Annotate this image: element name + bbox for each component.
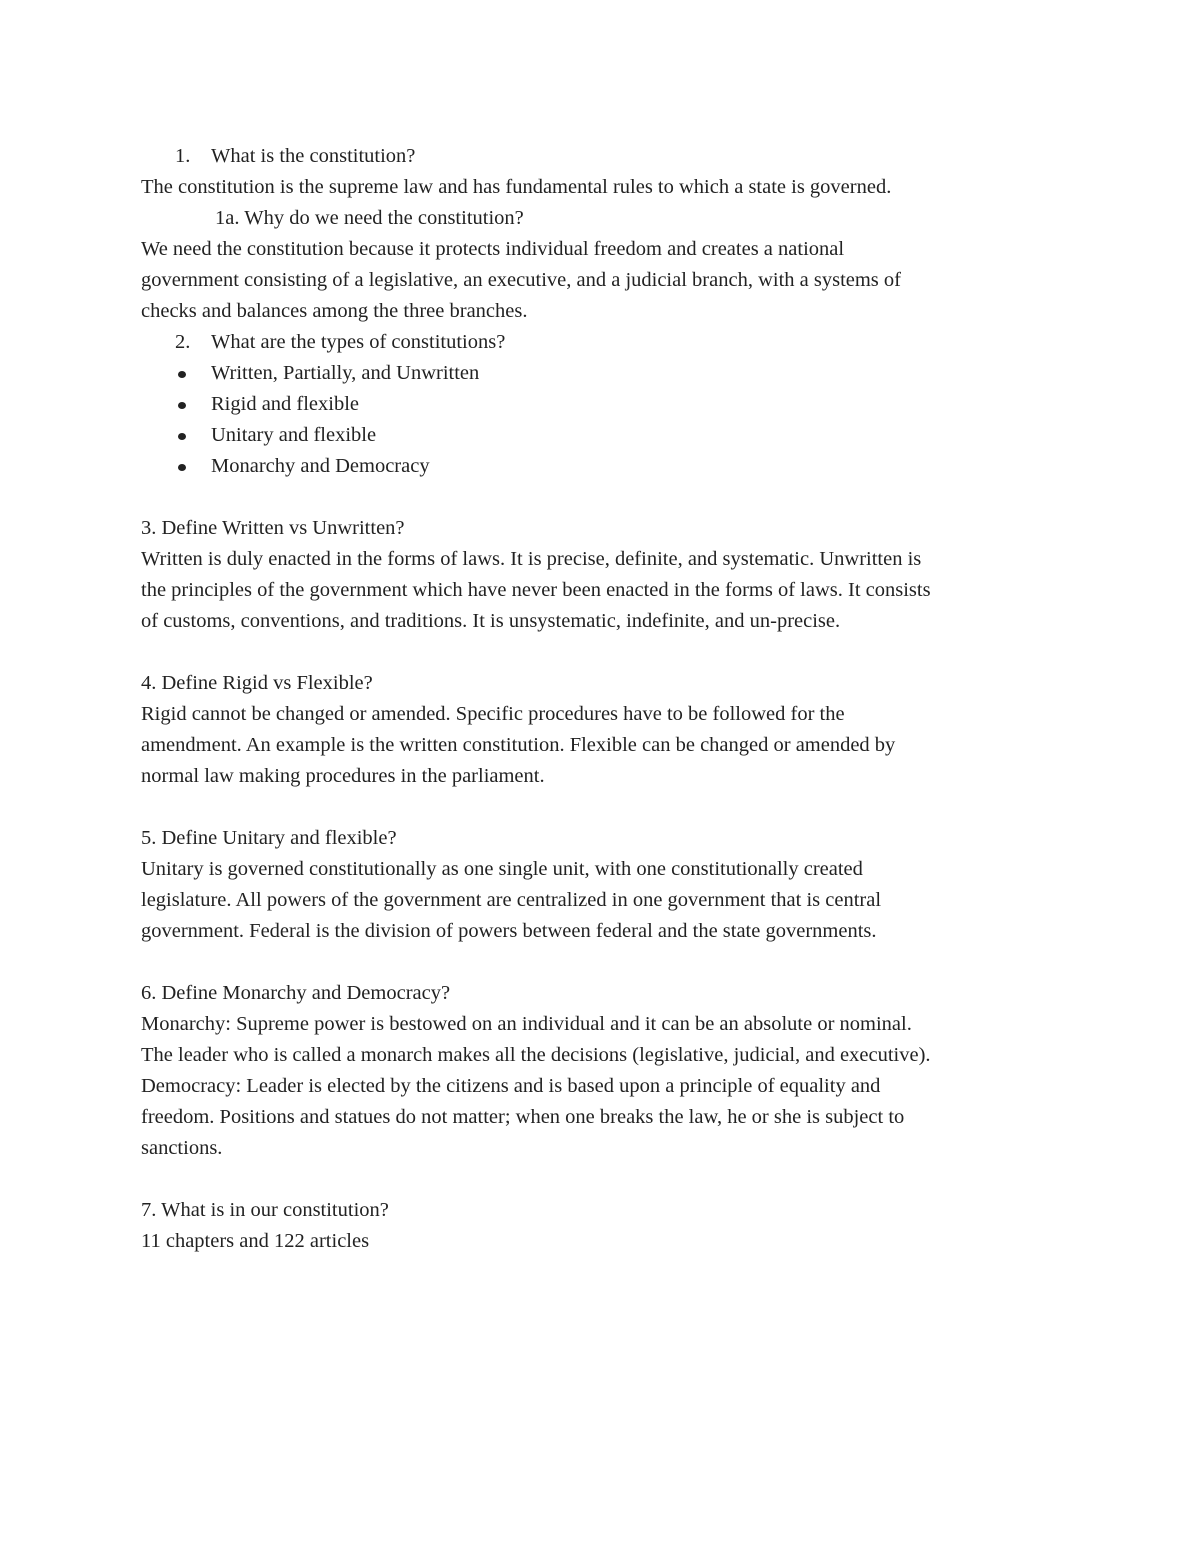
bullet-icon (178, 464, 186, 471)
question-6: 6. Define Monarchy and Democracy? (141, 982, 451, 1004)
question-7: 7. What is in our constitution? (141, 1199, 389, 1221)
bullet-text: Unitary and flexible (211, 424, 377, 446)
answer-7: 11 chapters and 122 articles (141, 1230, 370, 1252)
question-3: 3. Define Written vs Unwritten? (141, 517, 405, 539)
bullet-text: Rigid and flexible (211, 393, 360, 415)
paragraph-gap (141, 1164, 1061, 1195)
question-text: What are the types of constitutions? (211, 331, 506, 353)
answer-6-line: freedom. Positions and statues do not matter; when one breaks the law, he or she is subject to (141, 1106, 905, 1128)
bullet-icon (178, 371, 186, 378)
answer-1: The constitution is the supreme law and has fundamental rules to which a state is governed. (141, 176, 892, 198)
bullet-item (141, 358, 1061, 389)
question-1 (141, 141, 1061, 172)
bullet-item (141, 389, 1061, 420)
question-1a: 1a. Why do we need the constitution? (215, 207, 524, 229)
answer-6-line: Monarchy: Supreme power is bestowed on an individual and it can be an absolute or nominal. (141, 1013, 912, 1035)
paragraph-gap (141, 637, 1061, 668)
paragraph-gap (141, 947, 1061, 978)
answer-3-line: of customs, conventions, and traditions. It is unsystematic, indefinite, and un-precise. (141, 610, 841, 632)
answer-3-line: Written is duly enacted in the forms of laws. It is precise, definite, and systematic. Unwritten is (141, 548, 922, 570)
answer-4-line: normal law making procedures in the parliament. (141, 765, 545, 787)
answer-1a-line: checks and balances among the three branches. (141, 300, 528, 322)
list-number: 2. (175, 331, 191, 353)
answer-3-line: the principles of the government which have never been enacted in the forms of laws. It consists (141, 579, 931, 601)
answer-5-line: government. Federal is the division of powers between federal and the state governments. (141, 920, 877, 942)
document-body (141, 141, 1061, 1257)
answer-6-line: The leader who is called a monarch makes all the decisions (legislative, judicial, and executive). (141, 1044, 931, 1066)
answer-4-line: Rigid cannot be changed or amended. Specific procedures have to be followed for the (141, 703, 845, 725)
answer-5-line: Unitary is governed constitutionally as one single unit, with one constitutionally created (141, 858, 863, 880)
question-5: 5. Define Unitary and flexible? (141, 827, 397, 849)
bullet-item (141, 451, 1061, 482)
bullet-icon (178, 433, 186, 440)
answer-4-line: amendment. An example is the written constitution. Flexible can be changed or amended by (141, 734, 896, 756)
bullet-icon (178, 402, 186, 409)
answer-1a-line: We need the constitution because it protects individual freedom and creates a national (141, 238, 845, 260)
list-number: 1. (175, 145, 191, 167)
question-4: 4. Define Rigid vs Flexible? (141, 672, 373, 694)
paragraph-gap (141, 482, 1061, 513)
question-text: What is the constitution? (211, 145, 416, 167)
paragraph-gap (141, 792, 1061, 823)
bullet-text: Written, Partially, and Unwritten (211, 362, 480, 384)
answer-6-line: Democracy: Leader is elected by the citizens and is based upon a principle of equality and (141, 1075, 881, 1097)
answer-6-line: sanctions. (141, 1137, 223, 1159)
question-2 (141, 327, 1061, 358)
answer-1a-line: government consisting of a legislative, an executive, and a judicial branch, with a systems of (141, 269, 901, 291)
answer-5-line: legislature. All powers of the government are centralized in one government that is central (141, 889, 882, 911)
bullet-text: Monarchy and Democracy (211, 455, 430, 477)
bullet-item (141, 420, 1061, 451)
